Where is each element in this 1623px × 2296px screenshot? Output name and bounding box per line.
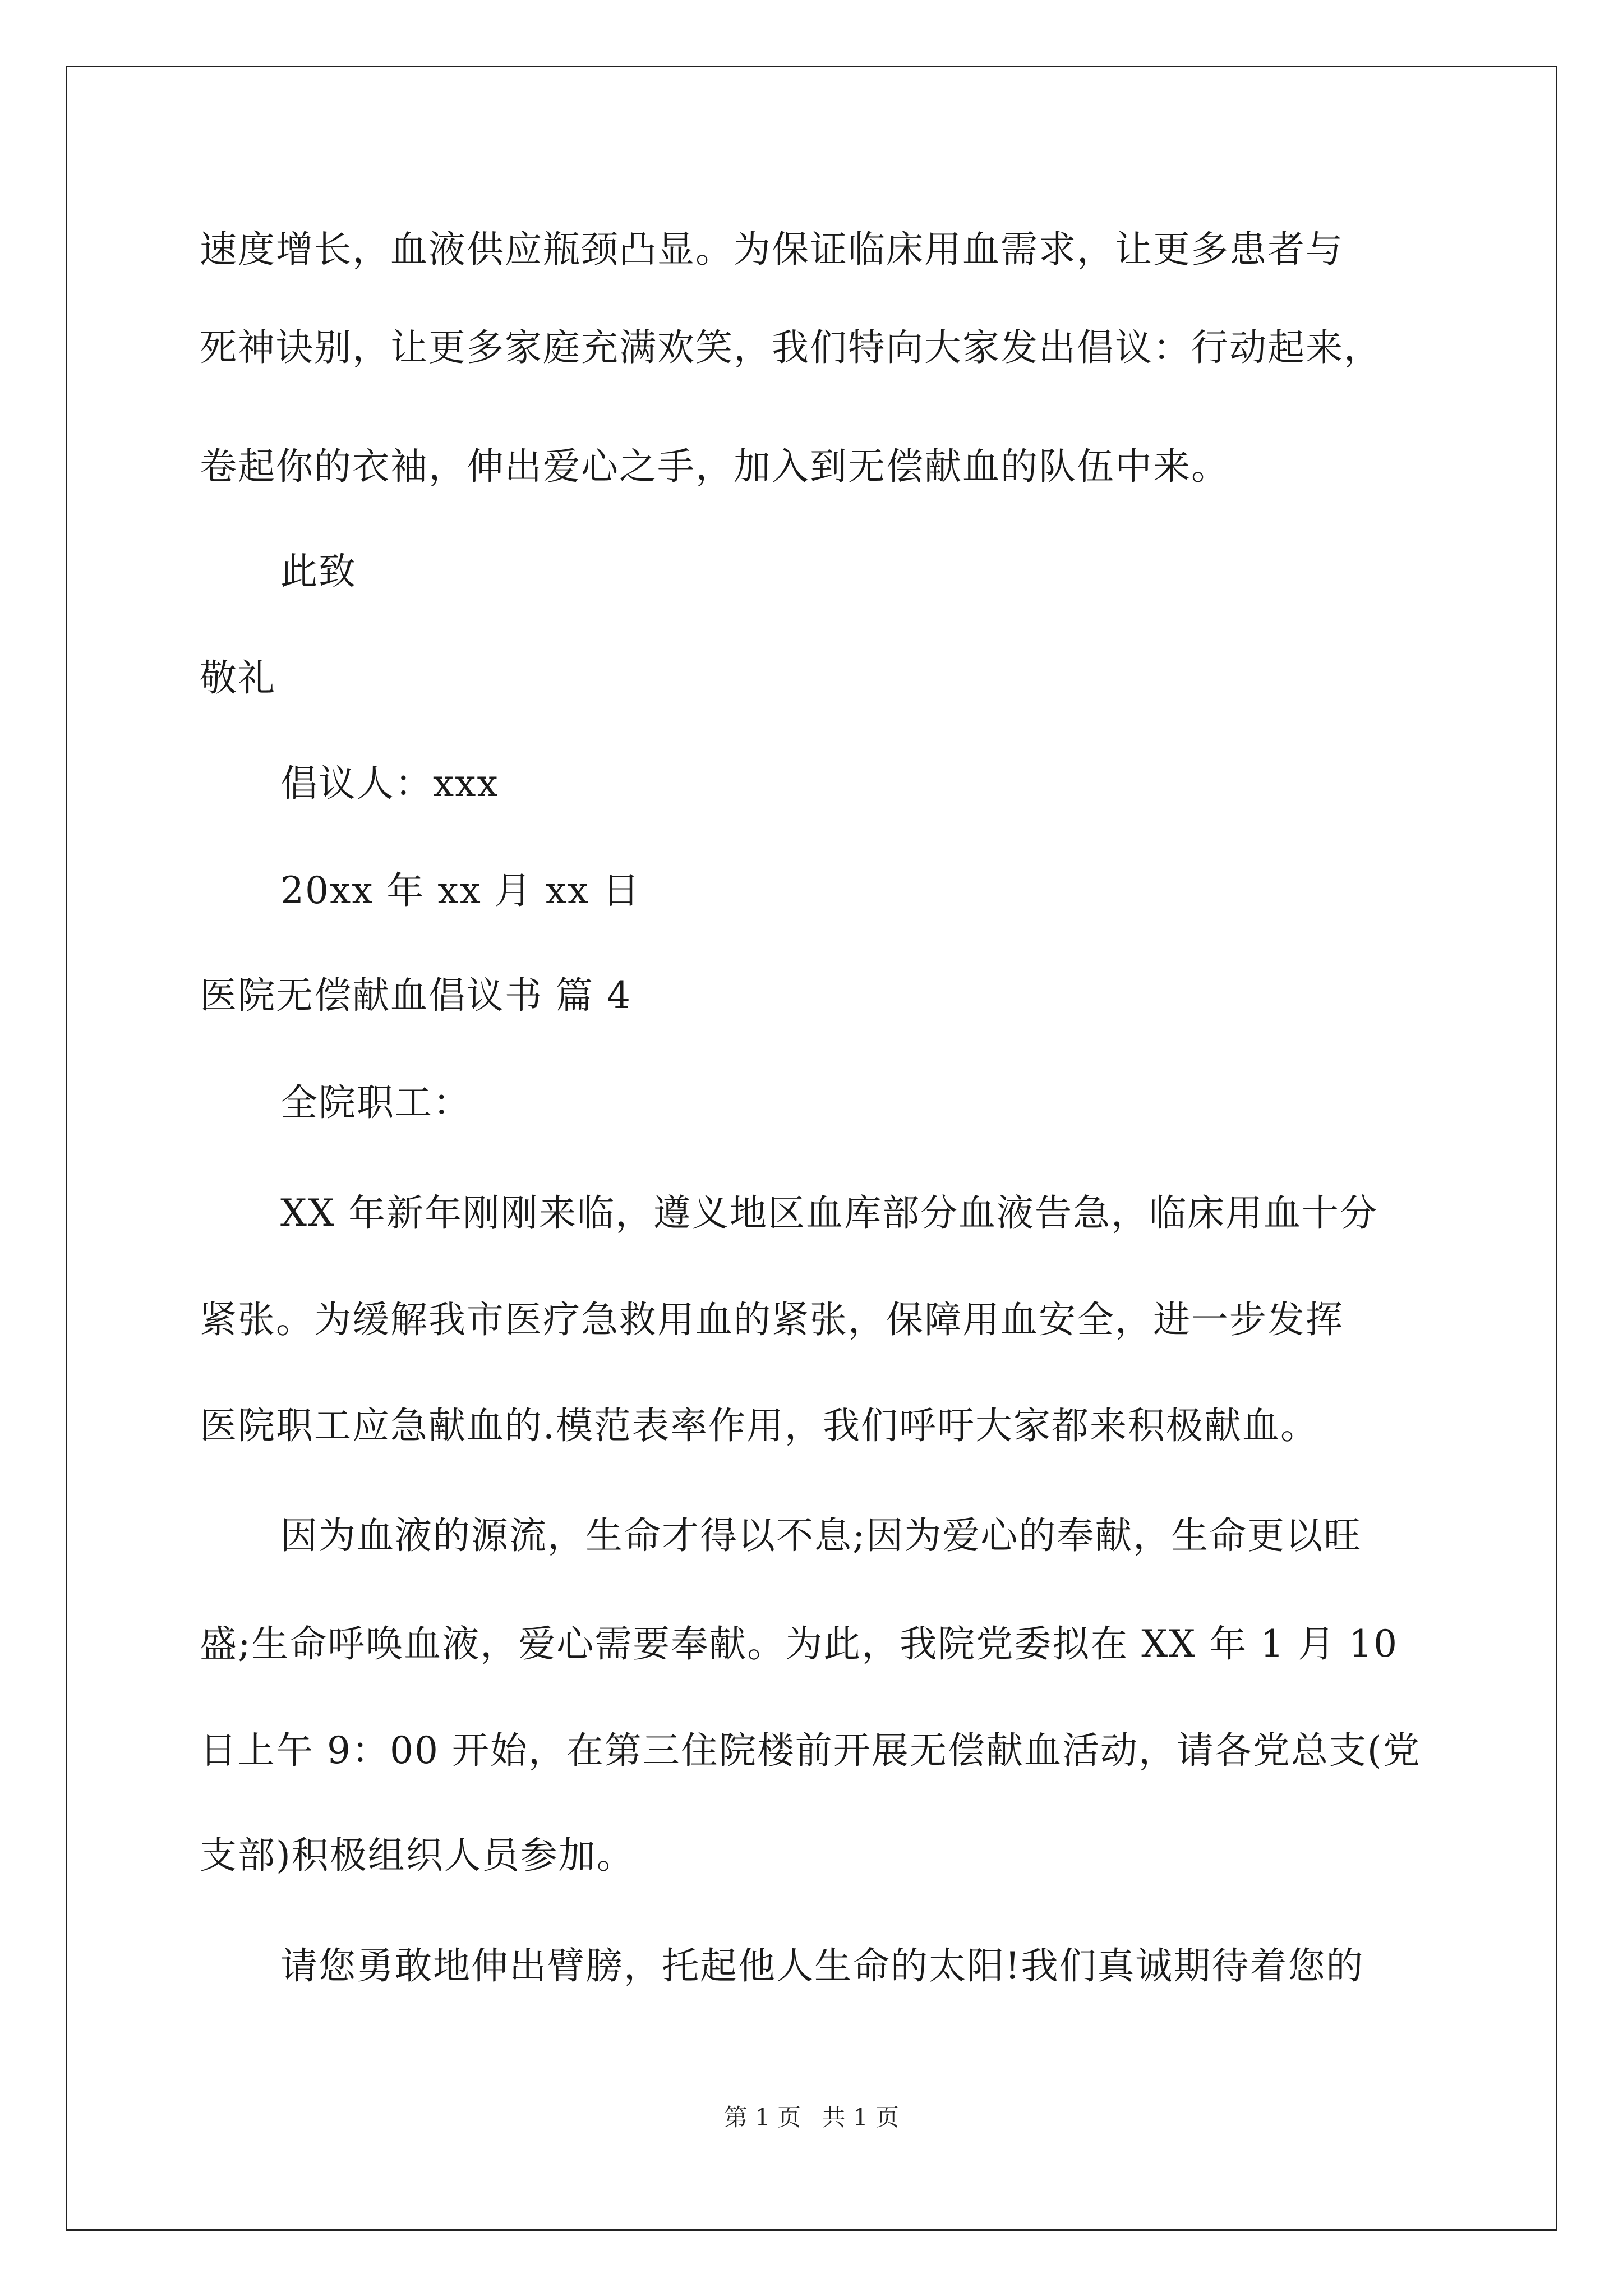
closing-regards: 敬礼: [200, 656, 276, 700]
page-footer: [0, 2104, 1623, 2132]
body-line-8: 盛;生命呼唤血液，爱心需要奉献。为此，我院党委拟在 XX 年 1 月 10: [200, 1622, 1399, 1665]
body-line-6: 医院职工应急献血的.模范表率作用，我们呼吁大家都来积极献血。: [200, 1404, 1318, 1447]
page-border: [66, 66, 1557, 2231]
body-line-2: 死神诀别，让更多家庭充满欢笑，我们特向大家发出倡议：行动起来，: [200, 326, 1382, 369]
closing-salutation: 此致: [280, 550, 357, 593]
body-line-9: 日上午 9：00 开始，在第三住院楼前开展无偿献血活动，请各党总支(党: [200, 1729, 1421, 1772]
addressee: 全院职工：: [280, 1081, 471, 1124]
body-line-7: 因为血液的源流，生命才得以不息;因为爱心的奉献，生命更以旺: [280, 1514, 1362, 1557]
body-line-4: XX 年新年刚刚来临，遵义地区血库部分血液告急，临床用血十分: [280, 1191, 1378, 1235]
page-total: 共 1 页: [822, 2104, 900, 2131]
body-line-3: 卷起你的衣袖，伸出爱心之手，加入到无偿献血的队伍中来。: [200, 445, 1229, 488]
section-title: 医院无偿献血倡议书 篇 4: [200, 974, 631, 1017]
signatory: 倡议人：xxx: [280, 762, 499, 805]
body-line-5: 紧张。为缓解我市医疗急救用血的紧张，保障用血安全，进一步发挥: [200, 1298, 1344, 1341]
body-line-10: 支部)积极组织人员参加。: [200, 1834, 635, 1877]
body-line-1: 速度增长，血液供应瓶颈凸显。为保证临床用血需求，让更多患者与: [200, 228, 1344, 271]
body-line-11: 请您勇敢地伸出臂膀，托起他人生命的太阳!我们真诚期待着您的: [280, 1944, 1364, 1987]
date-line: 20xx 年 xx 月 xx 日: [280, 869, 641, 912]
page-number: 第 1 页: [723, 2104, 801, 2131]
